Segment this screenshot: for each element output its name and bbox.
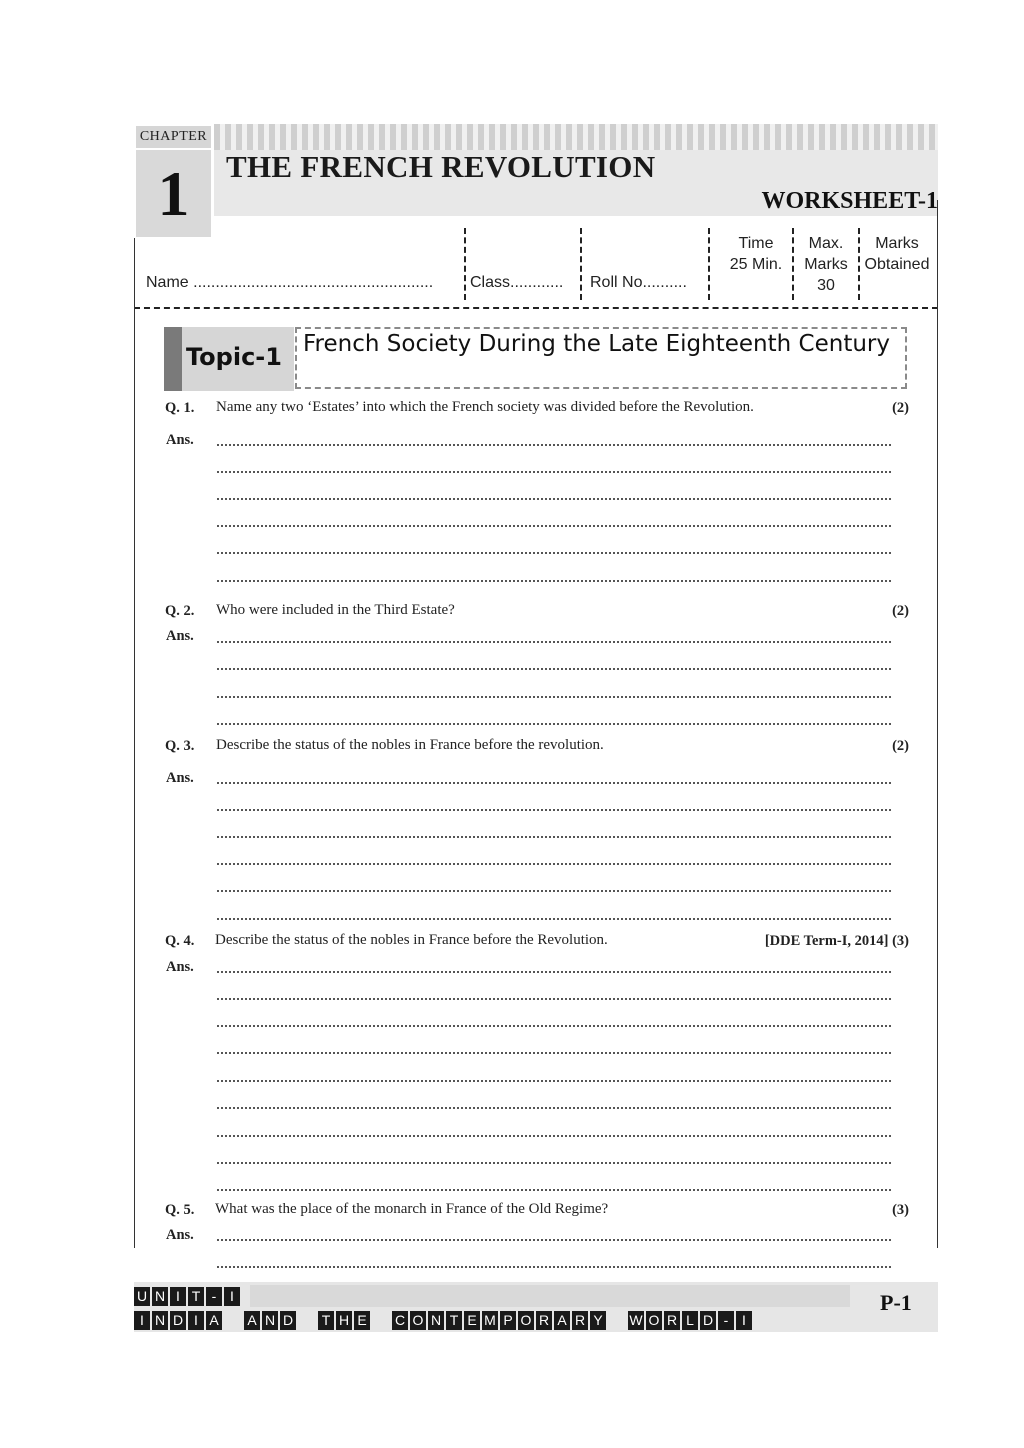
footer-accent (250, 1285, 850, 1307)
footer-letter-block: W (629, 1312, 643, 1328)
footer-letter-block: U (134, 1287, 150, 1306)
time-cell (718, 233, 794, 275)
answer-line[interactable] (217, 580, 891, 582)
answer-line[interactable] (217, 809, 891, 811)
footer-letter-block: - (718, 1311, 734, 1330)
answer-line[interactable] (217, 1080, 891, 1082)
answer-line[interactable] (217, 863, 891, 865)
footer-letter-block: E (464, 1311, 480, 1330)
answer-line[interactable] (217, 471, 891, 473)
max-marks-cell (796, 233, 856, 296)
footer-letter-block: A (554, 1311, 570, 1330)
answer-line[interactable] (217, 1189, 891, 1191)
question-number: Q. 1. (165, 400, 195, 416)
footer-letter-block: D (700, 1311, 716, 1330)
answer-label: Ans. (166, 628, 194, 644)
footer-letter-block: N (428, 1311, 444, 1330)
footer-letter-block: I (170, 1287, 186, 1306)
footer-letter-block: H (336, 1311, 352, 1330)
footer-letter-block: O (518, 1311, 534, 1330)
footer-letter-block: O (646, 1311, 662, 1330)
answer-line[interactable] (217, 782, 891, 784)
answer-line[interactable] (217, 1239, 891, 1241)
footer-letter-block: R (536, 1311, 552, 1330)
answer-line[interactable] (217, 641, 891, 643)
footer-letter-block: A (244, 1311, 260, 1330)
answer-line[interactable] (217, 1107, 891, 1109)
answer-line[interactable] (217, 696, 891, 698)
answer-line[interactable] (217, 1135, 891, 1137)
question-number: Q. 3. (165, 738, 195, 754)
divider (708, 228, 710, 300)
footer-letter-block: T (188, 1287, 204, 1306)
question-text: Describe the status of the nobles in France before the revolution. (216, 737, 604, 753)
topic-label: Topic-1 (186, 343, 282, 371)
right-margin-rule (937, 200, 938, 1248)
question-marks: (2) (892, 603, 909, 619)
class-field[interactable]: Class............ (470, 274, 564, 291)
answer-line[interactable] (217, 998, 891, 1000)
footer-letter-block: L (682, 1311, 698, 1330)
divider (792, 228, 794, 300)
footer-letter-block: T (318, 1311, 334, 1330)
answer-line[interactable] (217, 890, 891, 892)
divider (580, 228, 582, 300)
left-margin-rule (134, 238, 135, 1248)
page-number: P-1 (880, 1290, 912, 1315)
answer-line[interactable] (217, 836, 891, 838)
answer-line[interactable] (217, 444, 891, 446)
answer-line[interactable] (217, 1266, 891, 1268)
footer-letter-block: R (572, 1311, 588, 1330)
question-marks: (2) (892, 738, 909, 754)
divider (464, 228, 466, 300)
answer-line[interactable] (217, 552, 891, 554)
footer-letter-block: R (664, 1311, 680, 1330)
footer-letter-block: M (482, 1311, 498, 1330)
answer-label: Ans. (166, 959, 194, 975)
footer-letter-block: N (152, 1287, 168, 1306)
footer-letter-block: T (446, 1311, 462, 1330)
question-text: Name any two ‘Estates’ into which the French society was divided before the Revolution. (216, 399, 754, 415)
answer-line[interactable] (217, 723, 891, 725)
question-marks: [DDE Term-I, 2014] (3) (764, 933, 909, 949)
obtained-label: Obtained (864, 256, 930, 273)
footer-letter-block: N (262, 1311, 278, 1330)
footer-letter-block: I (134, 1311, 150, 1330)
chapter-number: 1 (157, 158, 190, 229)
answer-line[interactable] (217, 1025, 891, 1027)
footer-letter-block: A (206, 1311, 222, 1330)
footer-letter-block: E (354, 1311, 370, 1330)
max-marks-label: Marks (804, 256, 848, 273)
question-marks: (2) (892, 400, 909, 416)
answer-line[interactable] (217, 1052, 891, 1054)
roll-field[interactable]: Roll No.......... (590, 274, 687, 291)
header-divider (134, 307, 938, 309)
footer-letter-block: O (410, 1311, 426, 1330)
time-value: 25 Min. (729, 256, 783, 273)
chapter-label: CHAPTER (136, 126, 211, 148)
footer-letter-block: - (206, 1287, 222, 1306)
time-label: Time (738, 235, 774, 252)
footer-letter-block: I (224, 1287, 240, 1306)
question-marks: (3) (892, 1202, 909, 1218)
worksheet-label: WORKSHEET-1 (761, 188, 938, 214)
obtained-label: Marks (875, 235, 919, 252)
answer-line[interactable] (217, 525, 891, 527)
marks-obtained-cell[interactable] (860, 233, 934, 275)
footer-letter-block: I (736, 1311, 752, 1330)
answer-line[interactable] (217, 971, 891, 973)
question-text: Describe the status of the nobles in France before the Revolution. (215, 932, 608, 948)
answer-line[interactable] (217, 1162, 891, 1164)
question-number: Q. 4. (165, 933, 195, 949)
footer-letter-block: D (170, 1311, 186, 1330)
footer-letter-block: I (188, 1311, 204, 1330)
question-number: Q. 2. (165, 603, 195, 619)
answer-line[interactable] (217, 498, 891, 500)
max-value: 30 (817, 277, 835, 294)
question-text: Who were included in the Third Estate? (216, 602, 455, 618)
topic-accent-bar (164, 327, 182, 391)
topic-title: French Society During the Late Eighteenth Century (303, 331, 890, 357)
footer-letter-block: D (280, 1311, 296, 1330)
footer-letter-block: P (500, 1311, 516, 1330)
footer-letter-block: Y (590, 1311, 606, 1330)
question-number: Q. 5. (165, 1202, 195, 1218)
name-field[interactable]: Name ...................................................... (146, 274, 434, 291)
answer-line[interactable] (217, 668, 891, 670)
answer-label: Ans. (166, 770, 194, 786)
max-label: Max. (808, 235, 844, 252)
chapter-title: THE FRENCH REVOLUTION (226, 149, 656, 184)
question-text: What was the place of the monarch in France of the Old Regime? (215, 1201, 609, 1217)
footer-letter-block: C (392, 1311, 408, 1330)
answer-label: Ans. (166, 1227, 194, 1243)
footer-letter-block: N (152, 1311, 168, 1330)
footer-subject (134, 1311, 754, 1330)
answer-label: Ans. (166, 432, 194, 448)
decorative-stripes (214, 124, 938, 150)
answer-line[interactable] (217, 918, 891, 920)
footer-unit (134, 1287, 242, 1306)
